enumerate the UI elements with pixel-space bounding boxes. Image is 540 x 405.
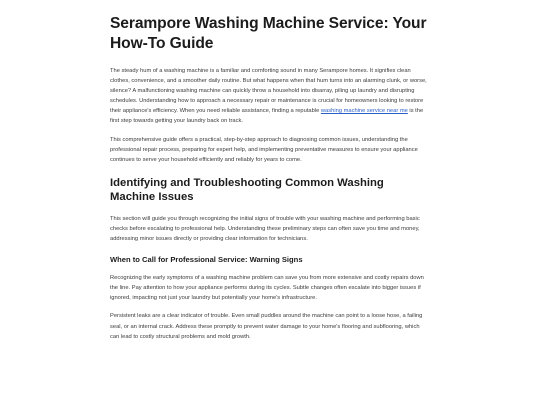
warning-signs-paragraph-2: Persistent leaks are a clear indicator of trouble. Even small puddles around the machine can point to a loose hose, a failing seal, or an internal crack. Address these promptly to prevent water damage to your home's flooring and subflooring, which can lead to costly structural problems and mold growth.	[110, 313, 423, 340]
section-intro-paragraph: This section will guide you through recognizing the initial signs of trouble with your washing machine and performing basic checks before escalating to professional help. Understanding these preliminary steps can often save you time and money, addressing minor issues directly or providing clear information for technicians.	[110, 215, 420, 243]
warning-signs-paragraph-1: Recognizing the early symptoms of a washing machine problem can save you from more extensive and costly repairs down the line. Pay attention to how your appliance performs during its cycles. Subtle changes often escalate into bigger issues if ignored, impacting not just your laundry but potentially your home's infrastructure.	[110, 275, 424, 302]
overview-paragraph: This comprehensive guide offers a practical, step-by-step approach to diagnosing common issues, understanding the professional repair process, preparing for expert help, and implementing preventative measures to ensure your appliance continues to serve your household efficiently and reliably for years to come.	[110, 136, 418, 163]
section-heading-troubleshooting: Identifying and Troubleshooting Common Washing Machine Issues	[110, 176, 384, 204]
intro-text-after-link: is the first step towards getting your laundry back on track.	[110, 108, 424, 125]
article	[110, 0, 430, 342]
intro-paragraph	[110, 66, 430, 127]
subsection-heading-warning-signs: When to Call for Professional Service: Warning Signs	[110, 255, 303, 265]
article-title: Serampore Washing Machine Service: Your How-To Guide	[110, 15, 427, 52]
washing-machine-service-link[interactable]: washing machine service near me	[320, 108, 408, 115]
intro-text-before-link: The steady hum of a washing machine is a familiar and comforting sound in many Serampore homes. It signifies clean clothes, convenience, and a smoother daily routine. But what happens when that hum turns into an alarming clunk, or worse, silence? A malfunctioning washing machine can quickly throw a household into disarray, piling up laundry and disrupting schedules. Understanding how to approach a necessary repair or maintenance is crucial for homeowners looking to restore their appliance's efficiency. When you need reliable assistance, finding a reputable	[110, 68, 427, 115]
